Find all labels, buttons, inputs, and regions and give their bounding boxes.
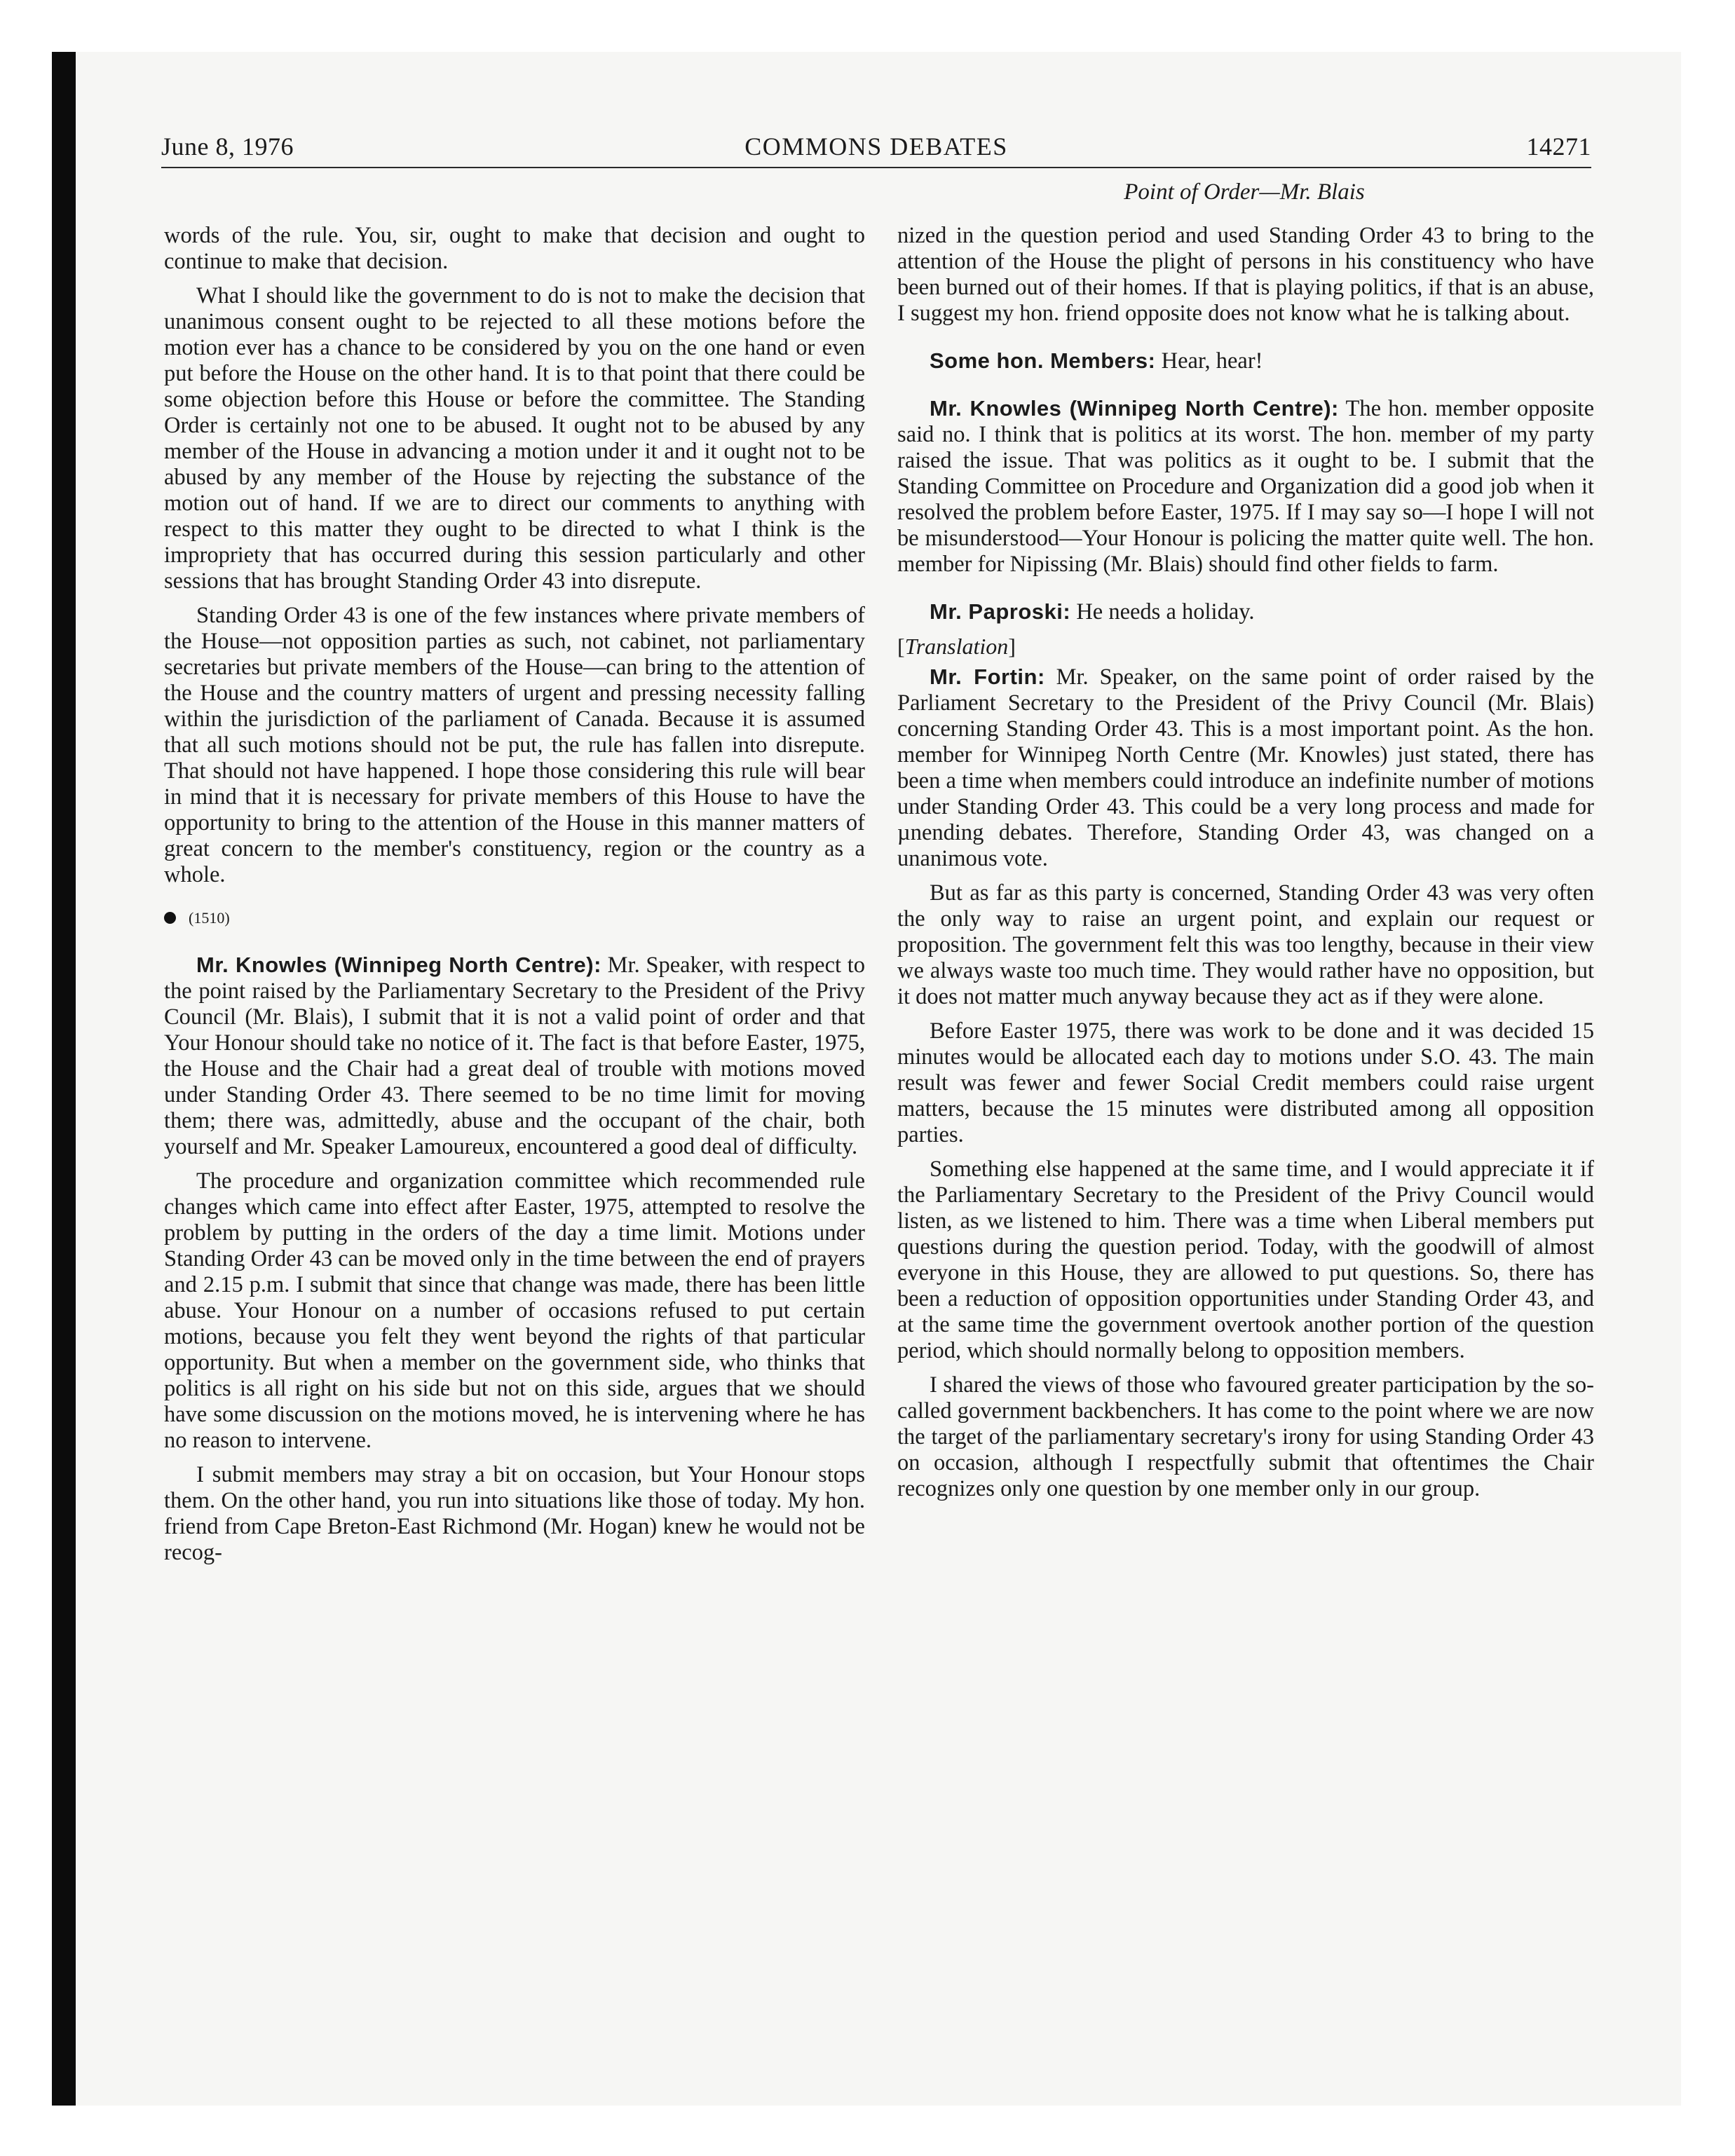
scan-binding-edge: [52, 52, 76, 2106]
speech-paragraph: [897, 664, 1594, 872]
speaker-name: Some hon. Members:: [930, 348, 1156, 373]
page-number: 14271: [1526, 132, 1591, 161]
scan-top-margin: [0, 0, 1735, 52]
time-marker-label: (1510): [189, 909, 230, 927]
bullet-icon: [164, 912, 176, 924]
paragraph: Before Easter 1975, there was work to be done and it was decided 15 minutes would be allocated each day to motions under S.O. 43. The main result was fewer and fewer Social Credit members could raise urgent matters, because the 15 minutes were distributed among all opposition parties.: [897, 1018, 1594, 1147]
time-marker: [164, 905, 865, 931]
publication-title: COMMONS DEBATES: [744, 132, 1008, 161]
right-column: [897, 223, 1594, 1510]
paragraph: But as far as this party is concerned, Standing Order 43 was very often the only way to raise an urgent point, and explain our request or proposition. The government felt this was too lengthy, because in their view we always waste too much time. They would rather have no opposition, but it does not matter much anyway because they act as if they were alone.: [897, 880, 1594, 1009]
paragraph: words of the rule. You, sir, ought to make that decision and ought to continue to make that decision.: [164, 223, 865, 274]
header-rule: [161, 167, 1591, 168]
paragraph: The procedure and organization committee which recommended rule changes which came into effect after Easter, 1975, attempted to resolve the problem by putting in the orders of the day a time limit. Motions under Standing Order 43 can be moved only in the time between the end of prayers and 2.15 p.m. I submit that since that change was made, there has been little abuse. Your Honour on a number of occasions refused to put certain motions, because you felt they went beyond the rights of that particular opportunity. But when a member on the government side, who thinks that politics is all right on his side but not on this side, argues that we should have some discussion on the motions moved, he is intervening where he has no reason to intervene.: [164, 1168, 865, 1453]
translation-note: [Translation]: [897, 634, 1016, 659]
speaker-name: Mr. Paproski:: [930, 599, 1071, 624]
speech-text: The hon. member opposite said no. I think that is politics at its worst. The hon. member of my party raised the issue. That was politics as it ought to be. I submit that the Standing Committee on Procedure and Organization did a good job when it resolved the problem before Easter, 1975. If I may say so—I hope I will not be misunderstood—Your Honour is policing the matter quite well. The hon. member for Nipissing (Mr. Blais) should find other fields to farm.: [897, 396, 1594, 577]
speaker-name: Mr. Knowles (Winnipeg North Centre):: [930, 396, 1339, 421]
paragraph: I submit members may stray a bit on occasion, but Your Honour stops them. On the other hand, you run into situations like those of today. My hon. friend from Cape Breton-East Richmond (Mr. Hogan) knew he would not be recog-: [164, 1462, 865, 1565]
left-column: [164, 223, 865, 1574]
page-header: [161, 126, 1591, 168]
paragraph: nized in the question period and used Standing Order 43 to bring to the attention of the House the plight of persons in his constituency who have been burned out of their homes. If that is playing politics, if that is an abuse, I suggest my hon. friend opposite does not know what he is talking about.: [897, 223, 1594, 326]
speech-paragraph: [897, 348, 1594, 374]
running-head: Point of Order—Mr. Blais: [1124, 179, 1365, 205]
speech-paragraph: [164, 952, 865, 1160]
paragraph: Something else happened at the same time, and I would appreciate it if the Parliamentary Secretary to the President of the Privy Council would listen, as we listened to him. There was a time when Liberal members put questions during the question period. Today, with the goodwill of almost everyone in this House, they are allowed to put questions. So, there has been a reduction of opposition opportunities under Standing Order 43, and at the same time the government overtook another portion of the question period, which should normally belong to opposition members.: [897, 1157, 1594, 1363]
translation-label: Translation: [904, 634, 1009, 659]
paragraph: Standing Order 43 is one of the few instances where private members of the House—not opposition parties as such, not cabinet, not parliamentary secretaries but private members of the House—can bring to the attention of the House and the country matters of urgent and pressing necessity falling within the jurisdiction of the parliament of Canada. Because it is assumed that all such motions should not be put, the rule has fallen into disrepute. That should not have happened. I hope those considering this rule will bear in mind that it is necessary for private members of this House to have the opportunity to bring to the attention of the House in this manner matters of great concern to the member's constituency, region or the country as a whole.: [164, 603, 865, 887]
speech-paragraph: [897, 599, 1594, 625]
speaker-name: Mr. Knowles (Winnipeg North Centre):: [196, 953, 601, 977]
speech-text: Mr. Speaker, on the same point of order raised by the Parliament Secretary to the President of the Privy Council (Mr. Blais) concerning Standing Order 43. This is a most important point. As the hon. member for Winnipeg North Centre (Mr. Knowles) just stated, there has been a time when members could introduce an indefinite number of motions under Standing Order 43. This could be a very long process and made for µnending debates. Therefore, Standing Order 43, was changed on a unanimous vote.: [897, 664, 1594, 871]
paragraph: I shared the views of those who favoured greater participation by the so-called government backbenchers. It has come to the point where we are now the target of the parliamentary secretary's irony for using Standing Order 43 on occasion, although I respectfully submit that oftentimes the Chair recognizes only one question by one member only in our group.: [897, 1372, 1594, 1501]
speech-text: Mr. Speaker, with respect to the point raised by the Parliamentary Secretary to the President of the Privy Council (Mr. Blais), I submit that it is not a valid point of order and that Your Honour should take no notice of it. The fact is that before Easter, 1975, the House and the Chair had a great deal of trouble with motions moved under Standing Order 43. There seemed to be no time limit for moving them; there was, admittedly, abuse and the occupant of the chair, both yourself and Mr. Speaker Lamoureux, encountered a good deal of difficulty.: [164, 953, 866, 1159]
paragraph: What I should like the government to do is not to make the decision that unanimous consent ought to be rejected to all these motions before the motion ever has a chance to be considered by you on the one hand or even put before the House on the other hand. It is to that point that there could be some objection before this House or before the committee. The Standing Order is certainly not one to be abused. It ought not to be abused by any member of the House in advancing a motion under it and it ought not to be abused by any member of the House by rejecting the substance of the motion out of hand. If we are to direct our comments to anything with respect to this matter they ought to be directed to what I think is the impropriety that has occurred during this session particularly and other sessions that has brought Standing Order 43 into disrepute.: [164, 283, 865, 594]
speech-text: Hear, hear!: [1161, 348, 1263, 374]
header-date: June 8, 1976: [161, 132, 294, 161]
speech-text: He needs a holiday.: [1076, 599, 1255, 625]
speaker-name: Mr. Fortin:: [930, 664, 1045, 689]
speech-paragraph: [897, 395, 1594, 578]
